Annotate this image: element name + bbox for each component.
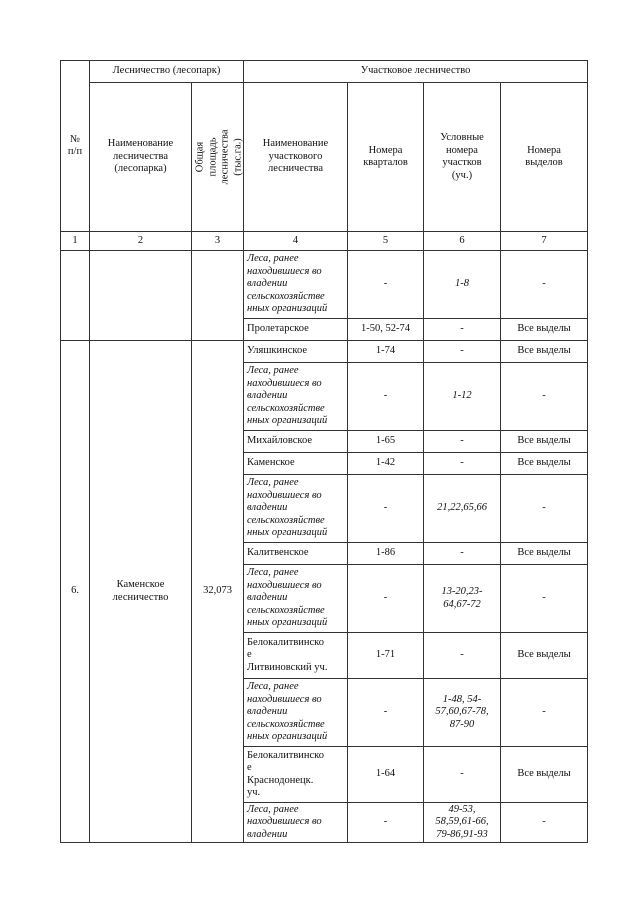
sections-cell: Все выделы	[501, 633, 588, 679]
col-number: 1	[61, 232, 90, 251]
plots-cell: 1-48, 54- 57,60,67-78, 87-90	[424, 679, 501, 747]
forestry-table	[60, 60, 588, 843]
forestry-name-cell: Каменское лесничество	[90, 341, 192, 843]
num-cell	[61, 251, 90, 341]
quarters-cell: 1-86	[348, 543, 424, 565]
sections-cell: Все выделы	[501, 431, 588, 453]
quarters-cell: -	[348, 565, 424, 633]
plots-cell: 49-53, 58,59,61-66, 79-86,91-93	[424, 803, 501, 843]
col-number: 3	[192, 232, 244, 251]
plots-cell: -	[424, 747, 501, 803]
quarters-cell: 1-50, 52-74	[348, 319, 424, 341]
num-cell: 6.	[61, 341, 90, 843]
plots-cell: -	[424, 453, 501, 475]
plots-cell: -	[424, 543, 501, 565]
sections-cell: Все выделы	[501, 747, 588, 803]
sections-cell: -	[501, 679, 588, 747]
sections-cell: -	[501, 475, 588, 543]
area-cell	[192, 251, 244, 341]
district-name-cell: Леса, ранее находившиеся во владении сельскохозяйстве нных организаций	[244, 251, 348, 319]
col-number: 6	[424, 232, 501, 251]
plots-cell: -	[424, 633, 501, 679]
district-name-cell: Леса, ранее находившиеся во владении сельскохозяйстве нных организаций	[244, 679, 348, 747]
quarters-cell: 1-64	[348, 747, 424, 803]
sections-cell: -	[501, 363, 588, 431]
plots-cell: 1-8	[424, 251, 501, 319]
district-name-cell: Белокалитвинско е Литвиновский уч.	[244, 633, 348, 679]
district-name-cell: Леса, ранее находившиеся во владении	[244, 803, 348, 843]
header-district-name: Наименование участкового лесничества	[244, 83, 348, 232]
quarters-cell: 1-74	[348, 341, 424, 363]
table-row	[61, 341, 588, 363]
district-name-cell: Михайловское	[244, 431, 348, 453]
quarters-cell: -	[348, 251, 424, 319]
sections-cell: -	[501, 565, 588, 633]
col-number: 7	[501, 232, 588, 251]
plots-cell: -	[424, 319, 501, 341]
col-number: 5	[348, 232, 424, 251]
area-cell: 32,073	[192, 341, 244, 843]
header-plots: Условные номера участков (уч.)	[424, 83, 501, 232]
col-number: 2	[90, 232, 192, 251]
plots-cell: 21,22,65,66	[424, 475, 501, 543]
plots-cell: 1-12	[424, 363, 501, 431]
header-area	[192, 83, 244, 232]
sections-cell: -	[501, 251, 588, 319]
header-forestry-name: Наименование лесничества (лесопарка)	[90, 83, 192, 232]
district-name-cell: Леса, ранее находившиеся во владении сельскохозяйстве нных организаций	[244, 565, 348, 633]
header-sections: Номера выделов	[501, 83, 588, 232]
header-quarters: Номера кварталов	[348, 83, 424, 232]
district-name-cell: Леса, ранее находившиеся во владении сельскохозяйстве нных организаций	[244, 363, 348, 431]
quarters-cell: -	[348, 803, 424, 843]
sections-cell: Все выделы	[501, 319, 588, 341]
district-name-cell: Леса, ранее находившиеся во владении сельскохозяйстве нных организаций	[244, 475, 348, 543]
col-number: 4	[244, 232, 348, 251]
header-district-group: Участковое лесничество	[244, 61, 588, 83]
plots-cell: 13-20,23- 64,67-72	[424, 565, 501, 633]
sections-cell: Все выделы	[501, 453, 588, 475]
quarters-cell: -	[348, 363, 424, 431]
quarters-cell: -	[348, 679, 424, 747]
plots-cell: -	[424, 431, 501, 453]
sections-cell: -	[501, 803, 588, 843]
district-name-cell: Каменское	[244, 453, 348, 475]
sections-cell: Все выделы	[501, 543, 588, 565]
plots-cell: -	[424, 341, 501, 363]
district-name-cell: Калитвенское	[244, 543, 348, 565]
district-name-cell: Белокалитвинско е Краснодонецк. уч.	[244, 747, 348, 803]
district-name-cell: Уляшкинское	[244, 341, 348, 363]
header-area-text: Общая площадь лесничества (тыс.га.)	[194, 129, 243, 185]
district-name-cell: Пролетарское	[244, 319, 348, 341]
header-num: № п/п	[61, 61, 90, 232]
quarters-cell: 1-71	[348, 633, 424, 679]
table-row	[61, 251, 588, 319]
quarters-cell: 1-42	[348, 453, 424, 475]
forestry-name-cell	[90, 251, 192, 341]
quarters-cell: -	[348, 475, 424, 543]
sections-cell: Все выделы	[501, 341, 588, 363]
header-forestry-group: Лесничество (лесопарк)	[90, 61, 244, 83]
quarters-cell: 1-65	[348, 431, 424, 453]
